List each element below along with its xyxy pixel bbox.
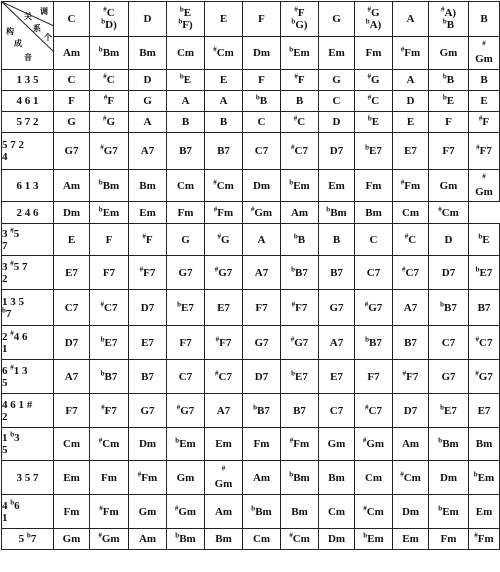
chord-cell: Em bbox=[205, 428, 243, 461]
chord-cell: #Gm bbox=[90, 529, 129, 550]
key-header-10 bbox=[429, 2, 469, 37]
table-row bbox=[2, 360, 500, 394]
chord-cell: $^b$Em bbox=[469, 461, 500, 495]
chord-cell: $^b$E7 bbox=[90, 326, 129, 360]
chord-cell: B bbox=[167, 112, 205, 133]
corner-gou: 构 bbox=[6, 27, 14, 36]
chord-cell: $^b$B bbox=[429, 70, 469, 91]
chord-cell: Am bbox=[243, 461, 281, 495]
scale-degree-label: 3 #5 7 bbox=[2, 224, 54, 256]
key-header-text: #C bbox=[103, 5, 115, 19]
key-header-4 bbox=[205, 2, 243, 37]
scale-degree-label: 6 1 3 bbox=[2, 170, 54, 202]
scale-degree-label: 1 $^b$3 5 bbox=[2, 428, 54, 461]
chord-cell: #Fm bbox=[90, 495, 129, 529]
chord-cell: # Gm bbox=[469, 170, 500, 202]
chord-cell: Dm bbox=[319, 529, 355, 550]
chord-cell: #C bbox=[281, 112, 319, 133]
key-header-5 bbox=[243, 2, 281, 37]
chord-cell: E bbox=[469, 91, 500, 112]
table-row bbox=[2, 170, 500, 202]
chord-cell: Dm bbox=[243, 37, 281, 70]
corner-cheng: 成 bbox=[14, 39, 22, 48]
chord-cell: $^b$Bm bbox=[243, 495, 281, 529]
table-row bbox=[2, 461, 500, 495]
chord-cell: Cm bbox=[393, 202, 429, 224]
chord-cell: G bbox=[319, 70, 355, 91]
chord-cell: $^b$Em bbox=[90, 202, 129, 224]
chord-cell: $^b$E7 bbox=[355, 133, 393, 170]
chord-cell: Dm bbox=[129, 428, 167, 461]
chord-cell: #F bbox=[469, 112, 500, 133]
chord-cell: Dm bbox=[243, 170, 281, 202]
chord-cell: $^b$E7 bbox=[167, 290, 205, 326]
chord-cell: Fm bbox=[54, 495, 90, 529]
key-header-text: B bbox=[480, 13, 488, 25]
key-header-text: $^b$E bbox=[179, 5, 192, 19]
chord-cell: G bbox=[129, 91, 167, 112]
key-header-text: $^b$D) bbox=[101, 17, 117, 31]
chord-cell: $^b$E7 bbox=[429, 394, 469, 428]
chord-cell: D7 bbox=[54, 326, 90, 360]
scale-degree-label: 3 5 7 bbox=[2, 461, 54, 495]
chord-cell: #Cm bbox=[205, 170, 243, 202]
scale-degree-label: 4 6 1 bbox=[2, 91, 54, 112]
chord-cell: F bbox=[429, 112, 469, 133]
scale-degree-label: 5 7 2 bbox=[2, 112, 54, 133]
chord-cell: $^b$E7 bbox=[469, 256, 500, 290]
chord-cell: $^b$B7 bbox=[429, 290, 469, 326]
chord-cell: D7 bbox=[393, 394, 429, 428]
chord-cell: D7 bbox=[243, 360, 281, 394]
chord-cell: # Gm bbox=[469, 37, 500, 70]
chord-cell: F7 bbox=[54, 394, 90, 428]
table-row bbox=[2, 529, 500, 550]
chord-cell: $^b$Em bbox=[281, 37, 319, 70]
chord-cell: #C7 bbox=[469, 326, 500, 360]
chord-cell: #G7 bbox=[281, 326, 319, 360]
chord-cell: $^b$Em bbox=[167, 428, 205, 461]
chord-cell: Em bbox=[319, 37, 355, 70]
table-row bbox=[2, 70, 500, 91]
chord-cell: $^b$Bm bbox=[319, 202, 355, 224]
chord-cell: Gm bbox=[429, 37, 469, 70]
key-header-text: D bbox=[143, 13, 152, 25]
chord-cell: C bbox=[319, 91, 355, 112]
chord-cell: Em bbox=[54, 461, 90, 495]
chord-cell: B7 bbox=[393, 326, 429, 360]
chord-cell: #F bbox=[281, 70, 319, 91]
chord-cell: #Cm bbox=[205, 37, 243, 70]
chord-cell: Fm bbox=[243, 428, 281, 461]
chord-cell: A7 bbox=[205, 394, 243, 428]
chord-cell: Bm bbox=[129, 37, 167, 70]
key-header-text: E bbox=[219, 13, 228, 25]
table-row bbox=[2, 91, 500, 112]
chord-cell: A bbox=[393, 70, 429, 91]
chord-cell: Gm bbox=[54, 529, 90, 550]
chord-cell: E bbox=[205, 70, 243, 91]
chord-cell: # Gm bbox=[205, 461, 243, 495]
chord-cell: Gm bbox=[129, 495, 167, 529]
chord-cell: #Fm bbox=[281, 428, 319, 461]
chord-cell: Em bbox=[393, 529, 429, 550]
chord-cell: F bbox=[243, 70, 281, 91]
key-header-2 bbox=[129, 2, 167, 37]
chord-cell: Cm bbox=[54, 428, 90, 461]
chord-cell: Dm bbox=[429, 461, 469, 495]
chord-cell: B bbox=[281, 91, 319, 112]
chord-cell: #Fm bbox=[393, 170, 429, 202]
chord-cell: $^b$B7 bbox=[281, 256, 319, 290]
chord-cell: $^b$Bm bbox=[429, 428, 469, 461]
chord-cell: #Fm bbox=[469, 529, 500, 550]
chord-cell: C7 bbox=[54, 290, 90, 326]
chord-cell: Am bbox=[393, 428, 429, 461]
chord-table bbox=[1, 1, 500, 550]
chord-cell: A bbox=[205, 91, 243, 112]
chord-cell: #G bbox=[355, 70, 393, 91]
key-header-text: $^b$A) bbox=[365, 17, 382, 31]
chord-cell: A7 bbox=[243, 256, 281, 290]
key-header-1 bbox=[90, 2, 129, 37]
chord-cell: E7 bbox=[205, 290, 243, 326]
chord-cell: $^b$B7 bbox=[90, 360, 129, 394]
chord-cell: A7 bbox=[393, 290, 429, 326]
key-header-text: $^b$G) bbox=[291, 17, 308, 31]
key-header-text: #A) bbox=[440, 5, 457, 19]
chord-cell: C7 bbox=[243, 133, 281, 170]
table-body bbox=[2, 2, 500, 550]
chord-cell: A7 bbox=[319, 326, 355, 360]
key-header-text: $^b$B bbox=[442, 17, 455, 31]
chord-cell: G7 bbox=[129, 394, 167, 428]
chord-cell: Fm bbox=[429, 529, 469, 550]
chord-cell: #G7 bbox=[90, 133, 129, 170]
key-header-text: #F bbox=[294, 5, 305, 19]
corner-tiao: 调 bbox=[40, 7, 48, 16]
chord-cell: #Gm bbox=[243, 202, 281, 224]
chord-cell: Bm bbox=[469, 428, 500, 461]
chord-cell: $^b$Bm bbox=[90, 170, 129, 202]
chord-cell: C7 bbox=[429, 326, 469, 360]
chord-cell: B7 bbox=[319, 256, 355, 290]
chord-cell: $^b$Em bbox=[281, 170, 319, 202]
chord-cell: A bbox=[167, 91, 205, 112]
chord-cell: B7 bbox=[469, 290, 500, 326]
key-header-7 bbox=[319, 2, 355, 37]
chord-cell: #F bbox=[129, 224, 167, 256]
scale-degree-label: 4 $^b$6 1 bbox=[2, 495, 54, 529]
chord-cell: Am bbox=[205, 495, 243, 529]
chord-cell: G7 bbox=[54, 133, 90, 170]
chord-cell: #C7 bbox=[205, 360, 243, 394]
chord-cell: #Cm bbox=[429, 202, 469, 224]
key-header-row bbox=[2, 2, 500, 37]
chord-cell: F bbox=[54, 91, 90, 112]
chord-cell: $^b$Em bbox=[429, 495, 469, 529]
chord-cell: Bm bbox=[129, 170, 167, 202]
chord-cell: $^b$B7 bbox=[355, 326, 393, 360]
chord-cell: #G7 bbox=[469, 360, 500, 394]
chord-cell: $^b$Bm bbox=[90, 37, 129, 70]
chord-cell: Am bbox=[54, 170, 90, 202]
chord-cell: $^b$Em bbox=[355, 529, 393, 550]
scale-degree-label: 5 $^b$7 bbox=[2, 529, 54, 550]
chord-cell: #Cm bbox=[393, 461, 429, 495]
chord-cell: D bbox=[429, 224, 469, 256]
chord-cell: E7 bbox=[129, 326, 167, 360]
chord-cell: B bbox=[319, 224, 355, 256]
chord-cell: Bm bbox=[319, 461, 355, 495]
table-row bbox=[2, 256, 500, 290]
chord-cell: #F7 bbox=[281, 290, 319, 326]
chord-cell: Cm bbox=[167, 170, 205, 202]
chord-cell: #F7 bbox=[469, 133, 500, 170]
corner-guan: 关 bbox=[24, 12, 32, 21]
chord-cell: F7 bbox=[429, 133, 469, 170]
chord-cell: #Cm bbox=[281, 529, 319, 550]
chord-cell: #C bbox=[90, 70, 129, 91]
chord-cell: Fm bbox=[355, 37, 393, 70]
key-header-6 bbox=[281, 2, 319, 37]
chord-cell: C bbox=[243, 112, 281, 133]
key-header-text: A bbox=[406, 13, 415, 25]
chord-cell: C7 bbox=[167, 360, 205, 394]
table-row bbox=[2, 133, 500, 170]
key-header-text: C bbox=[67, 13, 76, 25]
chord-cell: Gm bbox=[429, 170, 469, 202]
chord-cell: #C bbox=[355, 91, 393, 112]
key-header-text: $^b$F) bbox=[178, 17, 193, 31]
chord-cell: Dm bbox=[54, 202, 90, 224]
chord-cell: #F7 bbox=[90, 394, 129, 428]
chord-cell: C7 bbox=[319, 394, 355, 428]
chord-cell: A bbox=[129, 112, 167, 133]
scale-degree-label: 6 #1 3 5 bbox=[2, 360, 54, 394]
table-row bbox=[2, 224, 500, 256]
corner-yin: 音 bbox=[24, 53, 32, 62]
chord-cell: Em bbox=[319, 170, 355, 202]
chord-cell: Cm bbox=[167, 37, 205, 70]
chord-cell: $^b$Bm bbox=[167, 529, 205, 550]
chord-cell: C7 bbox=[355, 256, 393, 290]
chord-cell: B bbox=[205, 112, 243, 133]
key-header-text: #G bbox=[367, 5, 380, 19]
chord-cell: Am bbox=[54, 37, 90, 70]
chord-cell: $^b$B bbox=[243, 91, 281, 112]
chord-cell: #F bbox=[90, 91, 129, 112]
chord-cell: D7 bbox=[129, 290, 167, 326]
chord-cell: Cm bbox=[243, 529, 281, 550]
chord-cell: #Gm bbox=[355, 428, 393, 461]
chord-cell: B7 bbox=[167, 133, 205, 170]
chord-cell: Cm bbox=[355, 461, 393, 495]
chord-cell: #G7 bbox=[355, 290, 393, 326]
chord-cell: G bbox=[54, 112, 90, 133]
chord-cell: #G7 bbox=[167, 394, 205, 428]
chord-cell: C bbox=[54, 70, 90, 91]
chord-cell: #C7 bbox=[393, 256, 429, 290]
scale-degree-label: 2 #4 6 1 bbox=[2, 326, 54, 360]
chord-cell: #Cm bbox=[90, 428, 129, 461]
chord-cell: A bbox=[243, 224, 281, 256]
chord-cell: G7 bbox=[167, 256, 205, 290]
chord-cell: Bm bbox=[281, 495, 319, 529]
chord-cell: E7 bbox=[393, 133, 429, 170]
chord-cell: G bbox=[167, 224, 205, 256]
chord-cell: $^b$B7 bbox=[243, 394, 281, 428]
chord-cell: Am bbox=[281, 202, 319, 224]
table-row bbox=[2, 112, 500, 133]
chord-cell: Cm bbox=[319, 495, 355, 529]
chord-cell: F bbox=[90, 224, 129, 256]
chord-cell: Fm bbox=[355, 170, 393, 202]
chord-cell: #F7 bbox=[129, 256, 167, 290]
chord-cell: F7 bbox=[243, 290, 281, 326]
chord-cell: #Fm bbox=[393, 37, 429, 70]
corner-ge: 个 bbox=[44, 33, 52, 42]
chord-cell: E bbox=[393, 112, 429, 133]
table-row bbox=[2, 290, 500, 326]
chord-cell: $^b$E bbox=[469, 224, 500, 256]
chord-cell: B bbox=[469, 70, 500, 91]
chord-cell: D7 bbox=[429, 256, 469, 290]
chord-cell: #F7 bbox=[205, 326, 243, 360]
scale-degree-label: 4 6 1 # 2 bbox=[2, 394, 54, 428]
chord-cell: D bbox=[393, 91, 429, 112]
chord-cell: Fm bbox=[167, 202, 205, 224]
scale-degree-label: 1 3 5 bbox=[2, 70, 54, 91]
chord-cell: #F7 bbox=[393, 360, 429, 394]
chord-cell: B7 bbox=[129, 360, 167, 394]
chord-cell: Em bbox=[469, 495, 500, 529]
chord-cell: #G bbox=[90, 112, 129, 133]
chord-cell: B7 bbox=[205, 133, 243, 170]
chord-cell: #Fm bbox=[205, 202, 243, 224]
chord-cell: E bbox=[54, 224, 90, 256]
chord-cell: #G7 bbox=[205, 256, 243, 290]
chord-cell: E7 bbox=[469, 394, 500, 428]
chord-cell: Bm bbox=[205, 529, 243, 550]
chord-cell: Gm bbox=[167, 461, 205, 495]
chord-cell: Em bbox=[129, 202, 167, 224]
chord-cell: #C7 bbox=[281, 133, 319, 170]
table-row bbox=[2, 202, 500, 224]
scale-degree-label: 5 7 2 4 bbox=[2, 133, 54, 170]
chord-cell: F7 bbox=[167, 326, 205, 360]
chord-cell: Dm bbox=[393, 495, 429, 529]
chord-cell: Gm bbox=[319, 428, 355, 461]
chord-cell: $^b$E bbox=[167, 70, 205, 91]
chord-cell: B7 bbox=[281, 394, 319, 428]
chord-cell: D bbox=[319, 112, 355, 133]
chord-cell: #Fm bbox=[129, 461, 167, 495]
chord-cell: Bm bbox=[355, 202, 393, 224]
chord-cell: #C7 bbox=[90, 290, 129, 326]
key-header-8 bbox=[355, 2, 393, 37]
chord-cell: A7 bbox=[129, 133, 167, 170]
chord-cell: G7 bbox=[429, 360, 469, 394]
table-row bbox=[2, 326, 500, 360]
key-header-text: F bbox=[258, 13, 265, 25]
scale-degree-label: 1 3 5 $^b$7 bbox=[2, 290, 54, 326]
scale-degree-label: 3 #5 7 2 bbox=[2, 256, 54, 290]
table-row bbox=[2, 394, 500, 428]
chord-cell: $^b$E7 bbox=[281, 360, 319, 394]
chord-cell: #C bbox=[393, 224, 429, 256]
chord-cell: F7 bbox=[90, 256, 129, 290]
chord-cell: $^b$E bbox=[355, 112, 393, 133]
chord-cell: F7 bbox=[355, 360, 393, 394]
chord-cell: #C7 bbox=[355, 394, 393, 428]
chord-cell: #Gm bbox=[167, 495, 205, 529]
chord-cell: $^b$E bbox=[429, 91, 469, 112]
chord-cell: A7 bbox=[54, 360, 90, 394]
chord-cell: D7 bbox=[319, 133, 355, 170]
key-header-text: G bbox=[332, 13, 341, 25]
chord-cell: Fm bbox=[90, 461, 129, 495]
scale-degree-label: 2 4 6 bbox=[2, 202, 54, 224]
chord-cell: C bbox=[355, 224, 393, 256]
chord-cell: Am bbox=[129, 529, 167, 550]
chord-cell: D bbox=[129, 70, 167, 91]
chord-cell: E7 bbox=[319, 360, 355, 394]
key-header-9 bbox=[393, 2, 429, 37]
chord-cell: E7 bbox=[54, 256, 90, 290]
corner-cell bbox=[2, 2, 54, 70]
key-header-3 bbox=[167, 2, 205, 37]
table-row bbox=[2, 495, 500, 529]
chord-cell: G7 bbox=[243, 326, 281, 360]
key-header-0 bbox=[54, 2, 90, 37]
key-header-11 bbox=[469, 2, 500, 37]
chord-cell: #G bbox=[205, 224, 243, 256]
table-row bbox=[2, 428, 500, 461]
corner-xi: 系 bbox=[33, 24, 41, 33]
chord-cell: $^b$B bbox=[281, 224, 319, 256]
chord-cell: $^b$Bm bbox=[281, 461, 319, 495]
relative-minor-row bbox=[2, 37, 500, 70]
chord-cell: G7 bbox=[319, 290, 355, 326]
chord-cell: #Cm bbox=[355, 495, 393, 529]
